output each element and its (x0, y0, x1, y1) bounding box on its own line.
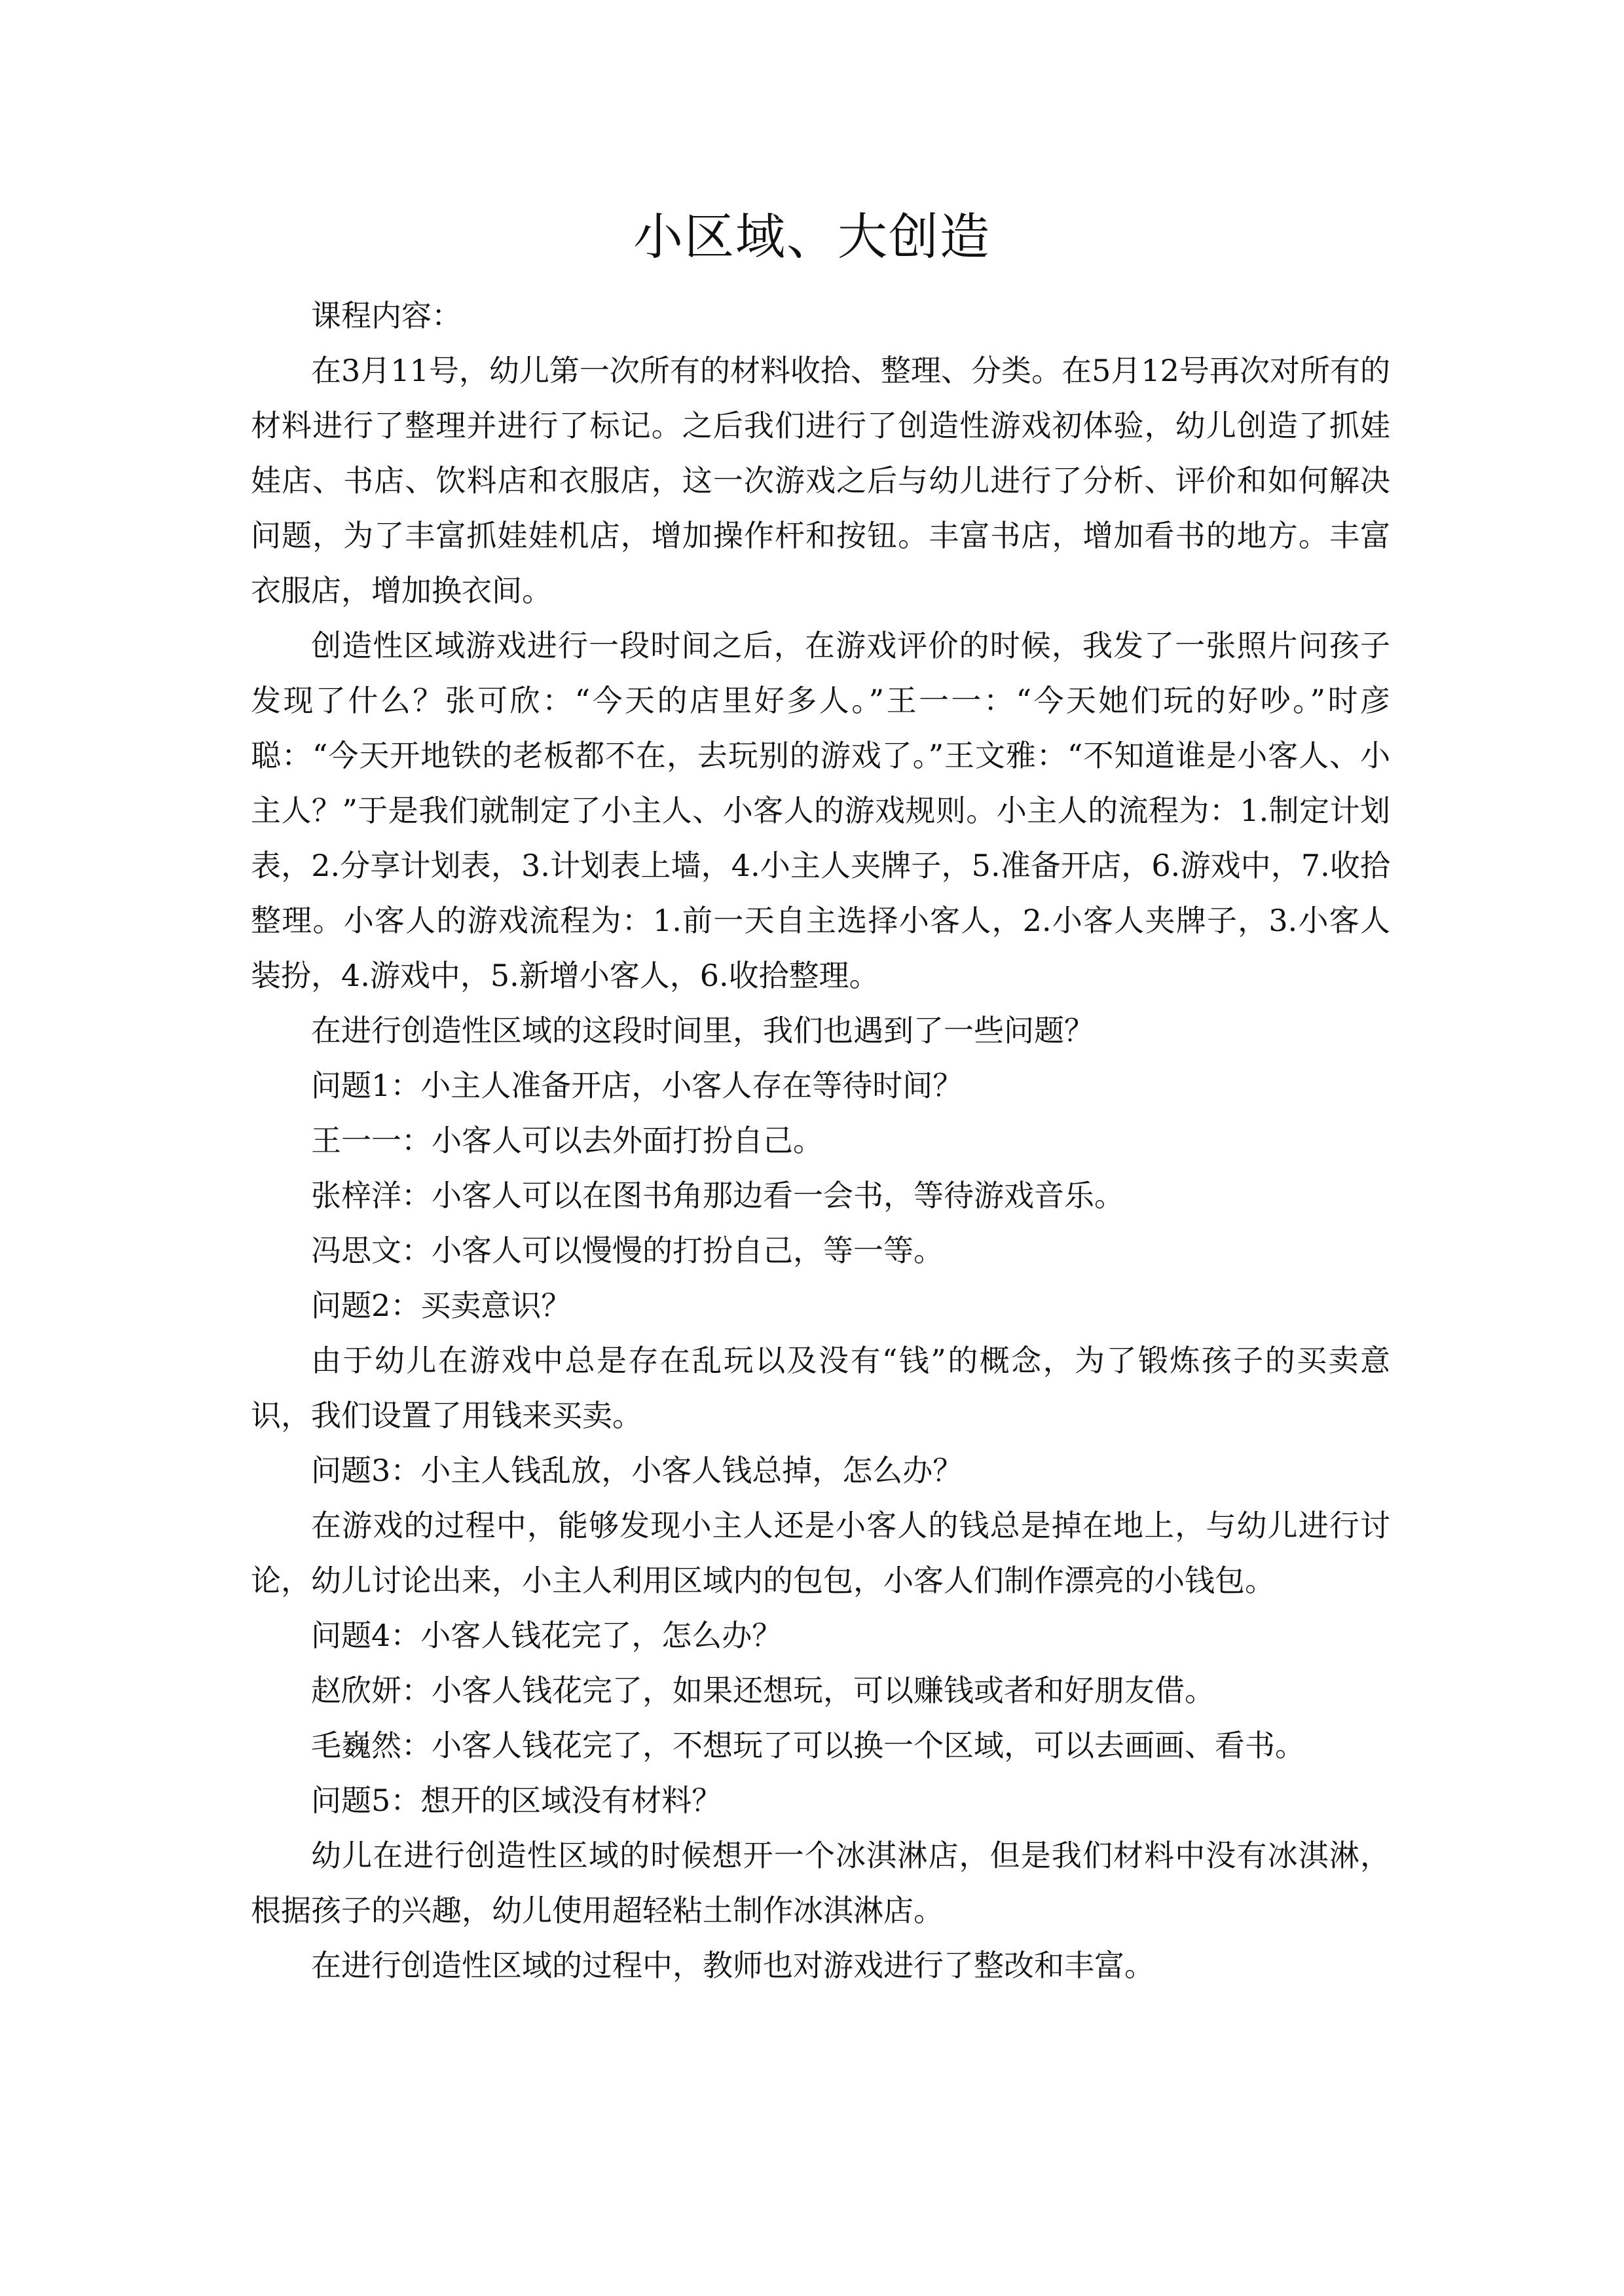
question-heading: 问题3：小主人钱乱放，小客人钱总掉，怎么办？ (311, 1453, 963, 1488)
child-response: 张梓洋：小客人可以在图书角那边看一会书，等待游戏音乐。 (311, 1178, 1124, 1213)
child-response: 冯思文：小客人可以慢慢的打扮自己，等一等。 (311, 1233, 944, 1268)
paragraph: 在进行创造性区域的过程中，教师也对游戏进行了整改和丰富。 (311, 1948, 1154, 1983)
paragraph: 由于幼儿在游戏中总是存在乱玩以及没有“钱”的概念，为了锻炼孩子的买卖意识，我们设置了用钱来买卖。 (251, 1343, 1390, 1433)
question-heading: 问题2：买卖意识？ (311, 1288, 572, 1323)
paragraph: 创造性区域游戏进行一段时间之后，在游戏评价的时候，我发了一张照片问孩子发现了什么？张可欣：“今天的店里好多人。”王一一：“今天她们玩的好吵。”时彦聪：“今天开地铁的老板都不在，去玩别的游戏了。”王文雅：“不知道谁是小客人、小主人？”于是我们就制定了小主人、小客人的游戏规则。小主人的流程为：1.制定计划表，2.分享计划表，3.计划表上墙，4.小主人夹牌子，5.准备开店，6.游戏中，7.收拾整理。小客人的游戏流程为：1.前一天自主选择小客人，2.小客人夹牌子，3.小客人装扮，4.游戏中，5.新增小客人，6.收拾整理。 (251, 628, 1390, 993)
paragraph: 在3月11号，幼儿第一次所有的材料收拾、整理、分类。在5月12号再次对所有的材料进行了整理并进行了标记。之后我们进行了创造性游戏初体验，幼儿创造了抓娃娃店、书店、饮料店和衣服店，这一次游戏之后与幼儿进行了分析、评价和如何解决问题，为了丰富抓娃娃机店，增加操作杆和按钮。丰富书店，增加看书的地方。丰富衣服店，增加换衣间。 (251, 353, 1390, 608)
child-response: 毛巍然：小客人钱花完了，不想玩了可以换一个区域，可以去画画、看书。 (311, 1728, 1305, 1763)
document-body (251, 288, 1390, 1993)
child-response: 王一一：小客人可以去外面打扮自己。 (311, 1123, 823, 1158)
question-heading: 问题5：想开的区域没有材料？ (311, 1783, 722, 1818)
question-heading: 问题4：小客人钱花完了，怎么办？ (311, 1618, 783, 1653)
paragraph: 在游戏的过程中，能够发现小主人还是小客人的钱总是掉在地上，与幼儿进行讨论，幼儿讨论出来，小主人利用区域内的包包，小客人们制作漂亮的小钱包。 (251, 1508, 1390, 1598)
child-response: 赵欣妍：小客人钱花完了，如果还想玩，可以赚钱或者和好朋友借。 (311, 1673, 1215, 1708)
paragraph: 幼儿在进行创造性区域的时候想开一个冰淇淋店，但是我们材料中没有冰淇淋，根据孩子的兴趣，幼儿使用超轻粘土制作冰淇淋店。 (251, 1838, 1390, 1928)
document-title: 小区域、大创造 (633, 208, 991, 266)
question-heading: 问题1：小主人准备开店，小客人存在等待时间？ (311, 1068, 963, 1103)
paragraph-course-content-heading: 课程内容： (311, 298, 462, 333)
paragraph: 在进行创造性区域的这段时间里，我们也遇到了一些问题？ (311, 1013, 1094, 1048)
